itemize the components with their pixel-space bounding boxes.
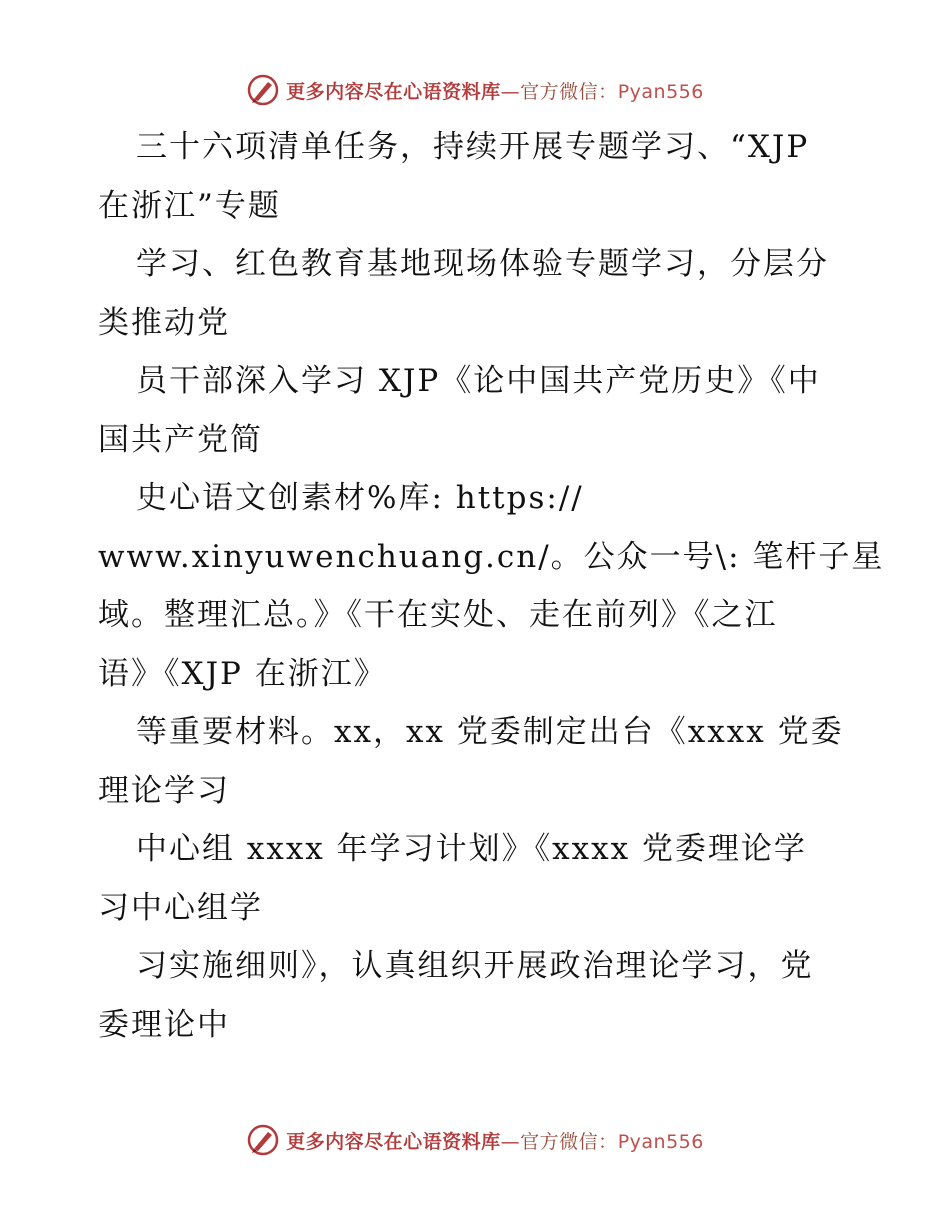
body-line: 员干部深入学习 XJP《论中国共产党历史》《中 <box>136 363 821 399</box>
body-line: 等重要材料。xx，xx 党委制定出台《xxxx 党委 <box>136 714 844 750</box>
body-line: 中心组 xxxx 年学习计划》《xxxx 党委理论学 <box>136 831 807 867</box>
header-banner-wechat-label: 官方微信： <box>520 80 618 103</box>
body-line: 类推动党 <box>98 304 230 341</box>
body-line: 习中心组学 <box>98 889 263 926</box>
header-banner <box>0 70 950 110</box>
body-line: www.xinyuwenchuang.cn/。公众一号\: 笔杆子星 <box>98 538 885 575</box>
body-line: 语》《XJP 在浙江》 <box>98 655 387 692</box>
body-line: 委理论中 <box>98 1006 230 1043</box>
footer-banner-text <box>286 1127 704 1154</box>
body-line: 学习、红色教育基地现场体验专题学习，分层分 <box>136 246 829 282</box>
pen-logo-icon <box>246 73 280 107</box>
footer-banner-title: 更多内容尽在心语资料库 <box>286 1130 501 1153</box>
body-line: 三十六项清单任务，持续开展专题学习、“XJP <box>136 129 810 165</box>
footer-banner-dash: — <box>500 1130 521 1153</box>
header-banner-title: 更多内容尽在心语资料库 <box>286 80 501 103</box>
body-line: 理论学习 <box>98 772 230 809</box>
header-banner-wechat-id: Pyan556 <box>617 80 704 103</box>
body-line: 国共产党简 <box>98 421 263 458</box>
footer-banner <box>0 1120 950 1160</box>
footer-banner-wechat-id: Pyan556 <box>617 1130 704 1153</box>
document-body <box>98 118 885 1054</box>
body-line: 域。整理汇总。》《干在实处、走在前列》《之江 <box>98 597 778 633</box>
header-banner-text <box>286 77 704 104</box>
body-line: 在浙江”专题 <box>98 187 281 224</box>
body-line: 史心语文创素材%库: https:// <box>136 480 584 516</box>
body-line: 习实施细则》，认真组织开展政治理论学习，党 <box>136 948 814 984</box>
footer-banner-wechat-label: 官方微信： <box>520 1130 618 1153</box>
header-banner-dash: — <box>500 80 521 103</box>
pen-logo-icon <box>246 1123 280 1157</box>
